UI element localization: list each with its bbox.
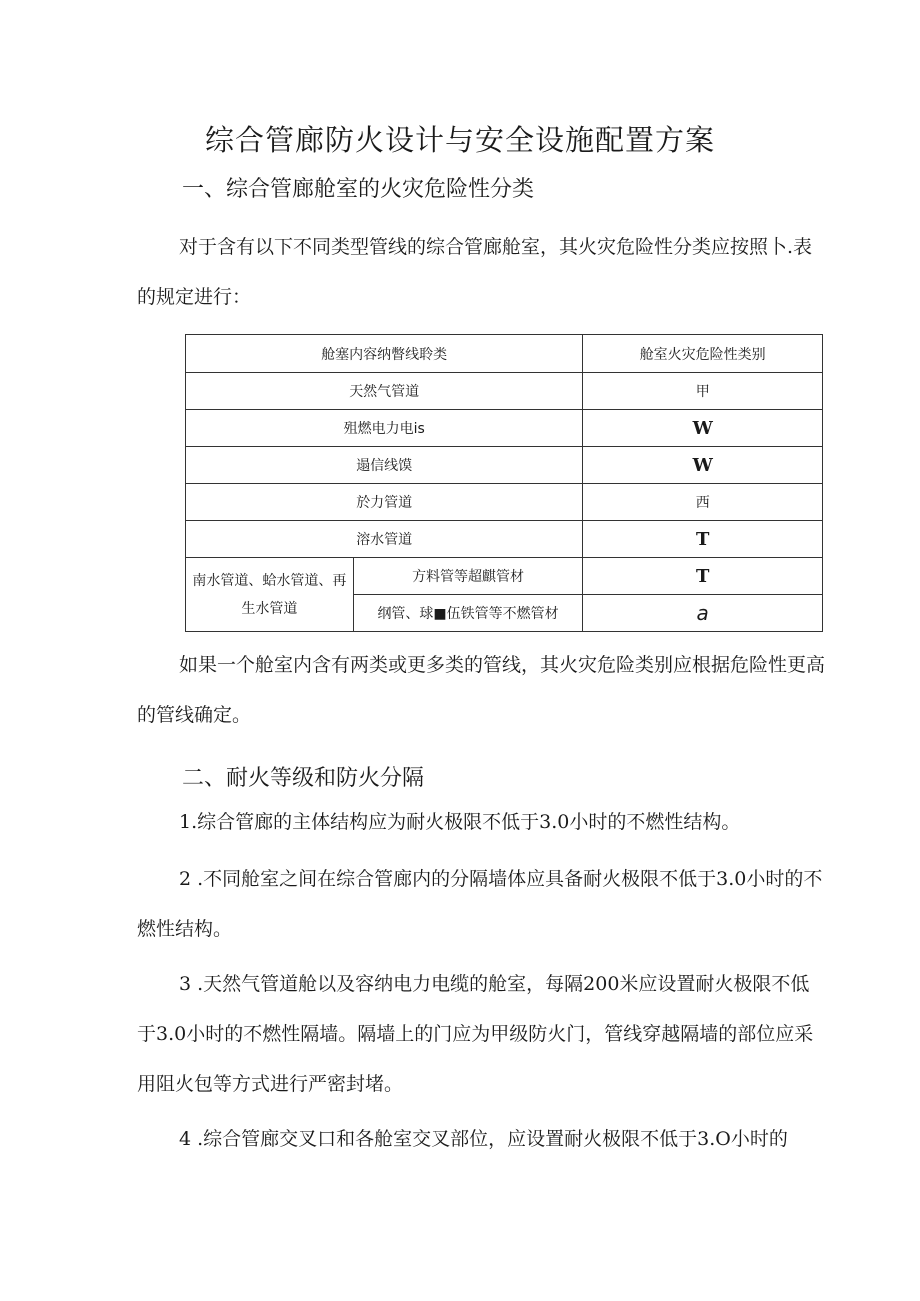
document-title: 综合管廊防火设计与安全设施配置方案 (204, 123, 715, 157)
section2-item-4: 4 .综合管廊交叉口和各舱室交叉部位，应设置耐火极限不低于3.O小时的 (179, 1128, 788, 1150)
fire-category-table (185, 334, 823, 632)
table-header-category: 舱室火灾危险性类别 (583, 335, 823, 373)
section2-item-2: 2 .不同舱室之间在综合管廊内的分隔墙体应具备耐火极限不低于3.0小时的不燃性结构。 (137, 868, 823, 940)
table-header-pipe-type: 舱塞内容纳瞥线聆类 (186, 335, 583, 373)
section2-item-1: 1.综合管廊的主体结构应为耐火极限不低于3.0小时的不燃性结构。 (179, 811, 741, 833)
table-row (186, 373, 823, 410)
table-cell-category: W (583, 447, 823, 484)
table-cell-type: 遢信线馍 (186, 447, 583, 484)
table-cell-subtype: 方料管等超麒管材 (353, 558, 583, 595)
section1-note: 如果一个舱室内含有两类或更多类的管线，其火灾危险类别应根据危险性更高的管线确定。 (137, 654, 826, 726)
table-cell-type: 天然气管道 (186, 373, 583, 410)
table-header-row (186, 335, 823, 373)
table-cell-category: 甲 (583, 373, 823, 410)
table-cell-category: 西 (583, 484, 823, 521)
table-cell-type: 殂燃电力电is (186, 410, 583, 447)
table-cell-category: W (583, 410, 823, 447)
section1-heading: 一、综合管廊舱室的火灾危险性分类 (182, 177, 535, 202)
table-row (186, 484, 823, 521)
table-cell-category: a (583, 595, 823, 632)
table-cell-category: T (583, 521, 823, 558)
table-cell-type: 於力管道 (186, 484, 583, 521)
table-row (186, 558, 823, 595)
section2-item-3: 3 .天然气管道舱以及容纳电力电缆的舱室，每隔200米应设置耐火极限不低于3.0小时的不燃性隔墙。隔墙上的门应为甲级防火门，管线穿越隔墙的部位应采用阻火包等方式进行严密封堵。 (137, 973, 814, 1095)
table-cell-group-label: 南水管道、蛤水管道、再生水管道 (186, 558, 354, 632)
table-row (186, 447, 823, 484)
section2-heading: 二、耐火等级和防火分隔 (182, 766, 425, 791)
table-cell-subtype: 纲管、球■伍铁管等不燃管材 (353, 595, 583, 632)
table-cell-category: T (583, 558, 823, 595)
section1-intro: 对于含有以下不同类型管线的综合管廊舱室，其火灾危险性分类应按照卜.表的规定进行： (137, 236, 813, 308)
table-row (186, 410, 823, 447)
table-cell-type: 溶水管道 (186, 521, 583, 558)
table-row (186, 521, 823, 558)
